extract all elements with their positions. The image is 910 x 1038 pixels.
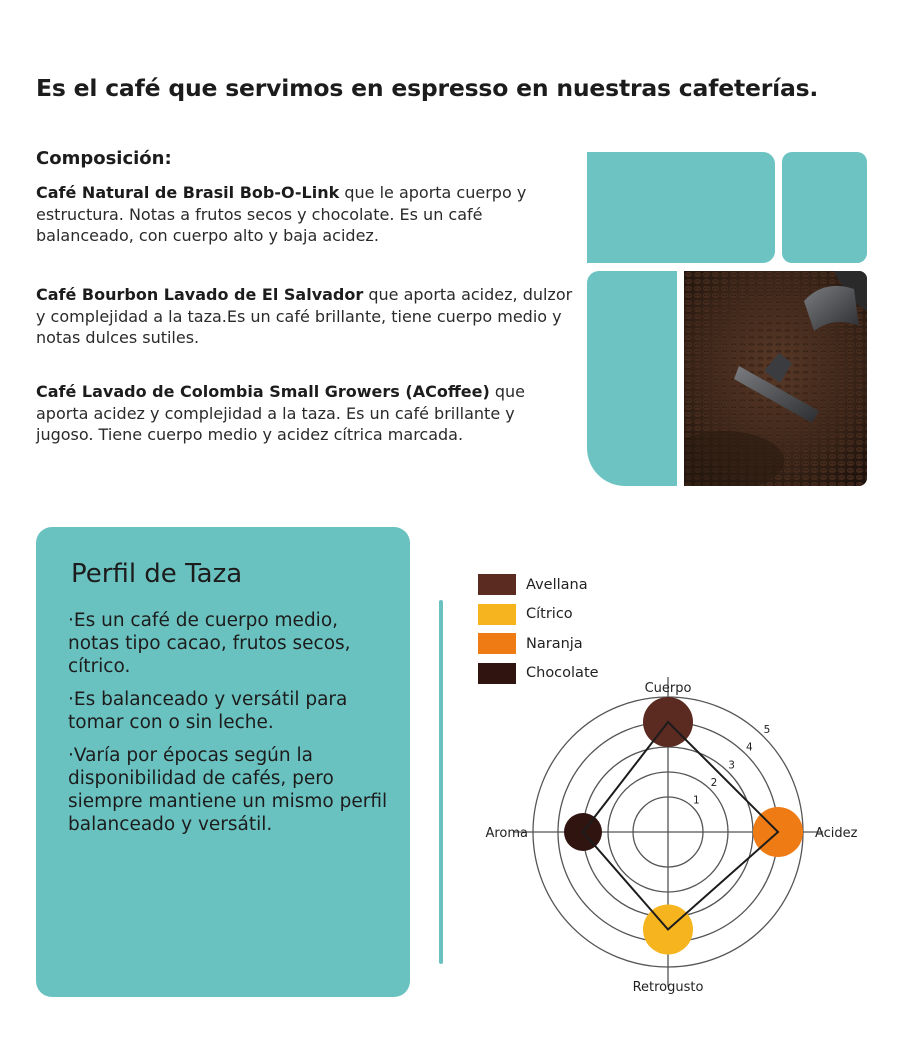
blend-name: Café Bourbon Lavado de El Salvador <box>36 285 364 304</box>
legend-label: Cítrico <box>526 606 573 623</box>
vertical-divider <box>439 600 443 964</box>
legend-swatch <box>478 604 516 625</box>
radar-chart <box>470 670 870 1000</box>
composition-title: Composición: <box>36 148 172 169</box>
radar-scale-label: 4 <box>745 741 753 754</box>
blend-description: que aporta acidez y complejidad a la taza. Es un café brillante y jugoso. Tiene cuerpo medio y acidez cítrica marcada. <box>36 382 526 444</box>
decor-tile-top-right <box>782 152 867 263</box>
radar-scale-label: 3 <box>728 759 735 772</box>
legend-label: Naranja <box>526 635 583 652</box>
axis-label-aroma: Aroma <box>485 826 528 841</box>
axis-label-retrogusto: Retrogusto <box>632 980 704 995</box>
headline: Es el café que servimos en espresso en nuestras cafeterías. <box>36 74 819 102</box>
cup-profile-bullets <box>68 609 388 846</box>
radar-scale-label: 2 <box>710 777 718 790</box>
blend-colombia <box>36 381 576 446</box>
axis-label-acidez: Acidez <box>815 826 858 841</box>
legend-label: Avellana <box>526 576 588 593</box>
radar-scale-label: 5 <box>763 724 771 737</box>
blend-name: Café Lavado de Colombia Small Growers (ACoffee) <box>36 382 490 401</box>
cup-profile-bullet: ·Varía por épocas según la disponibilidad de cafés, pero siempre mantiene un mismo perfil balanceado y versátil. <box>68 745 388 835</box>
cup-profile-title: Perfil de Taza <box>71 559 243 589</box>
legend-item-citrico <box>478 600 599 630</box>
blend-brasil <box>36 182 576 247</box>
blend-description: que aporta acidez, dulzor y complejidad a la taza.Es un café brillante, tiene cuerpo medio y notas dulces sutiles. <box>36 285 573 347</box>
blend-el-salvador <box>36 284 576 349</box>
legend-label: Chocolate <box>526 665 599 682</box>
radar-scale <box>693 724 770 807</box>
cup-profile-panel <box>36 527 410 997</box>
decor-tile-top-left <box>587 152 775 263</box>
axis-label-cuerpo: Cuerpo <box>644 681 692 696</box>
coffee-roaster-photo <box>684 271 867 486</box>
blend-description: que le aporta cuerpo y estructura. Notas a frutos secos y chocolate. Es un café balanceado, con cuerpo alto y baja acidez. <box>36 183 527 245</box>
decor-tile-bottom-left <box>587 271 677 486</box>
legend-item-naranja <box>478 629 599 659</box>
legend-item-avellana <box>478 570 599 600</box>
radar-scale-label: 1 <box>692 794 700 807</box>
cup-profile-bullet: ·Es balanceado y versátil para tomar con o sin leche. <box>68 689 348 733</box>
legend-swatch <box>478 574 516 595</box>
blend-name: Café Natural de Brasil Bob-O-Link <box>36 183 340 202</box>
legend-swatch <box>478 633 516 654</box>
cup-profile-bullet: ·Es un café de cuerpo medio, notas tipo cacao, frutos secos, cítrico. <box>68 610 351 677</box>
